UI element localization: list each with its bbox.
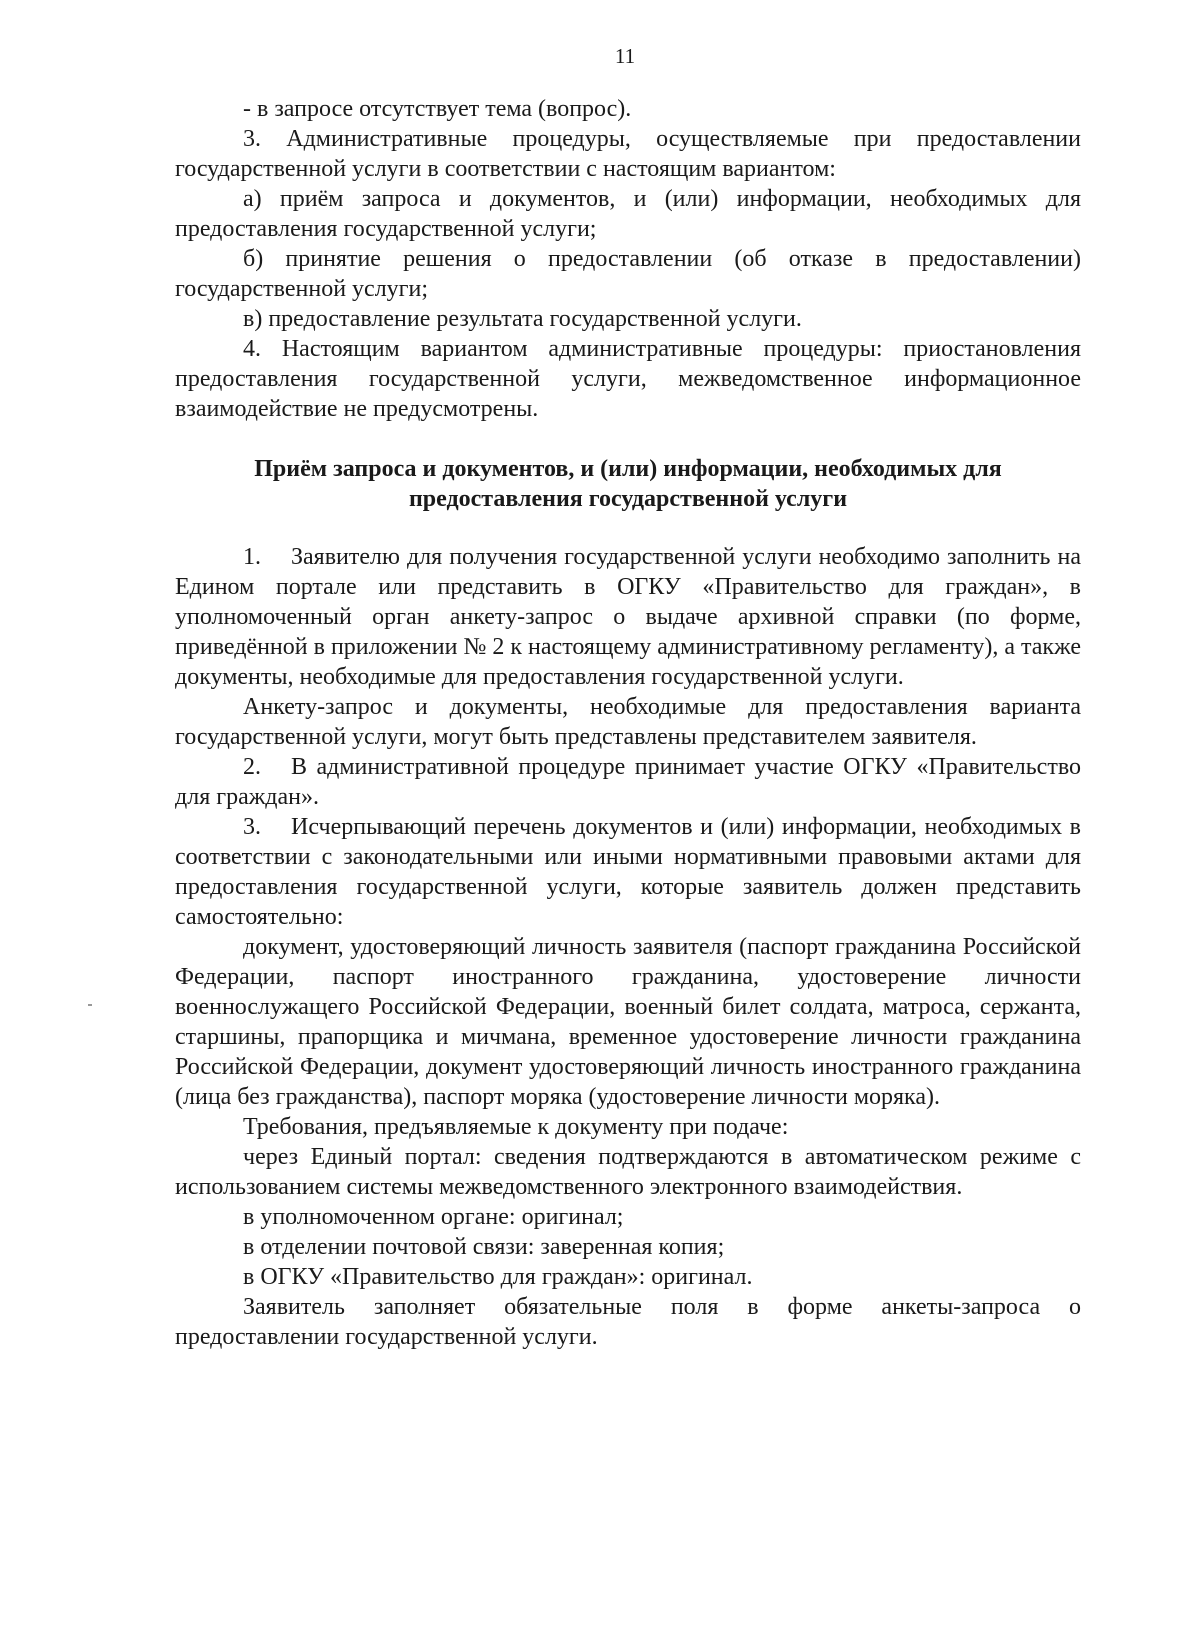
paragraph-procedure-b: б) принятие решения о предоставлении (об отказе в предоставлении) государственной услуги; bbox=[175, 246, 1081, 302]
item-number: 3. bbox=[243, 814, 261, 840]
scan-speck bbox=[88, 1004, 92, 1006]
item-text: Исчерпывающий перечень документов и (или) информации, необходимых в соответствии с законодательными или иными нормативными правовыми актами для предоставления государственной услуги, которые заявитель должен представить самостоятельно: bbox=[175, 814, 1081, 930]
item-text: Заявителю для получения государственной услуги необходимо заполнить на Едином портале или представить в ОГКУ «Правительство для граждан», в уполномоченный орган анкету-запрос о выдаче архивной справки (по форме, приведённой в приложении № 2 к настоящему административному регламенту), а также документы, необходимые для предоставления государственной услуги. bbox=[175, 544, 1081, 690]
item-number: 1. bbox=[243, 544, 261, 570]
paragraph-documents-list bbox=[175, 812, 1081, 932]
section-heading: Приём запроса и документов, и (или) информации, необходимых для предоставления государственной услуги bbox=[254, 456, 1002, 512]
document-body bbox=[175, 94, 1081, 1352]
paragraph-not-provided: 4. Настоящим вариантом административные процедуры: приостановления предоставления государственной услуги, межведомственное информационное взаимодействие не предусмотрены. bbox=[175, 336, 1081, 422]
paragraph-mandatory-fields: Заявитель заполняет обязательные поля в форме анкеты-запроса о предоставлении государственной услуги. bbox=[175, 1294, 1081, 1350]
paragraph-admin-procedures: 3. Административные процедуры, осуществляемые при предоставлении государственной услуги в соответствии с настоящим вариантом: bbox=[175, 126, 1081, 182]
paragraph-applicant-request bbox=[175, 542, 1081, 692]
paragraph-post-office: в отделении почтовой связи: заверенная копия; bbox=[243, 1234, 725, 1260]
paragraph-authorized-body: в уполномоченном органе: оригинал; bbox=[243, 1204, 624, 1230]
item-number: 2. bbox=[243, 754, 261, 780]
item-text: В административной процедуре принимает участие ОГКУ «Правительство для граждан». bbox=[175, 754, 1081, 810]
paragraph-procedure-a: а) приём запроса и документов, и (или) информации, необходимых для предоставления государственной услуги; bbox=[175, 186, 1081, 242]
paragraph-unified-portal: через Единый портал: сведения подтверждаются в автоматическом режиме с использованием системы межведомственного электронного взаимодействия. bbox=[175, 1144, 1081, 1200]
paragraph-requirements: Требования, предъявляемые к документу при подаче: bbox=[243, 1114, 789, 1140]
page-number: 11 bbox=[614, 44, 636, 68]
paragraph-procedure-c: в) предоставление результата государственной услуги. bbox=[243, 306, 802, 332]
paragraph-representative: Анкету-запрос и документы, необходимые для предоставления варианта государственной услуги, могут быть представлены представителем заявителя. bbox=[175, 694, 1081, 750]
paragraph-missing-topic: - в запросе отсутствует тема (вопрос). bbox=[243, 96, 632, 122]
paragraph-ogku: в ОГКУ «Правительство для граждан»: оригинал. bbox=[243, 1264, 753, 1290]
paragraph-identity-document: документ, удостоверяющий личность заявителя (паспорт гражданина Российской Федерации, паспорт иностранного гражданина, удостоверение личности военнослужащего Российской Федерации, военный билет солдата, матроса, сержанта, старшины, прапорщика и мичмана, временное удостоверение личности гражданина Российской Федерации, документ удостоверяющий личность иностранного гражданина (лица без гражданства), паспорт моряка (удостоверение личности моряка). bbox=[175, 934, 1081, 1110]
paragraph-participant bbox=[175, 752, 1081, 812]
